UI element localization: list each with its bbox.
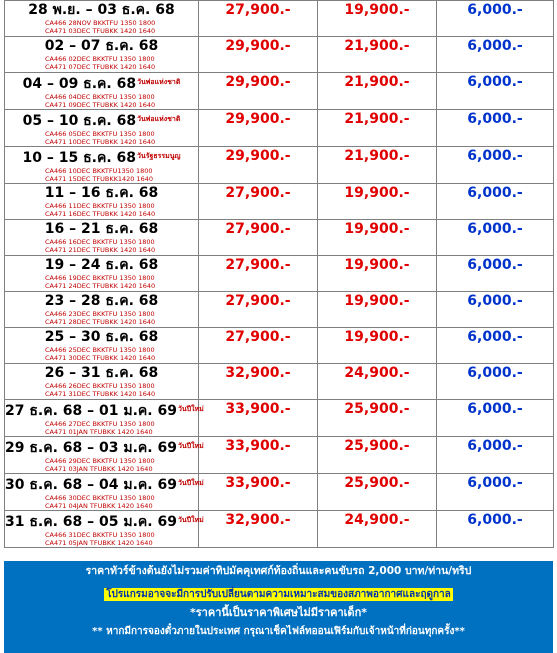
extra-price: 6,000.- xyxy=(437,110,554,147)
single-supplement-price: 21,900.- xyxy=(318,73,437,110)
return-flight: CA471 04JAN TFUBKK 1420 1640 xyxy=(45,502,153,510)
table-row xyxy=(5,184,554,220)
travel-date: 27 ธ.ค. 68 – 01 ม.ค. 69 xyxy=(5,403,177,419)
return-flight: CA471 09DEC TFUBKK 1420 1640 xyxy=(45,101,156,109)
single-supplement-price: 19,900.- xyxy=(318,292,437,328)
outbound-flight: CA466 27DEC BKKTFU 1350 1800 xyxy=(45,420,155,428)
table-row xyxy=(5,328,554,364)
adult-price: 27,900.- xyxy=(199,328,318,364)
return-flight: CA471 21DEC TFUBKK 1420 1640 xyxy=(45,246,156,254)
travel-date-cell xyxy=(5,474,204,511)
extra-price: 6,000.- xyxy=(437,37,554,73)
date-range-line xyxy=(5,111,198,130)
table-row xyxy=(5,511,554,548)
table-row xyxy=(5,474,554,511)
travel-date-cell xyxy=(5,328,199,364)
table-row xyxy=(5,256,554,292)
travel-date: 10 – 15 ธ.ค. 68 xyxy=(22,150,136,166)
table-row xyxy=(5,437,554,474)
travel-date: 23 – 28 ธ.ค. 68 xyxy=(44,293,159,309)
travel-date: 11 – 16 ธ.ค. 68 xyxy=(44,185,159,201)
outbound-flight: CA466 25DEC BKKTFU 1350 1800 xyxy=(45,346,155,354)
travel-date: 05 – 10 ธ.ค. 68 xyxy=(22,113,137,129)
return-flight: CA471 16DEC TFUBKK 1420 1640 xyxy=(45,210,156,218)
date-range-line xyxy=(5,365,198,382)
return-flight: CA471 28DEC TFUBKK 1420 1640 xyxy=(45,318,156,326)
return-flight: CA471 05JAN TFUBKK 1420 1640 xyxy=(45,539,153,547)
travel-date-cell xyxy=(5,437,204,474)
date-range-line xyxy=(5,148,198,167)
extra-price: 6,000.- xyxy=(437,437,554,474)
travel-date: 25 – 30 ธ.ค. 68 xyxy=(44,329,159,345)
holiday-note: วันพ่อแห่งชาติ xyxy=(137,78,181,86)
table-row xyxy=(5,110,554,147)
date-range-line xyxy=(5,512,204,531)
outbound-flight: CA466 11DEC BKKTFU 1350 1800 xyxy=(45,202,155,210)
outbound-flight: CA466 23DEC BKKTFU 1350 1800 xyxy=(45,310,155,318)
date-range-line xyxy=(5,401,204,420)
price-table-body xyxy=(5,1,554,548)
adult-price: 33,900.- xyxy=(199,437,318,474)
extra-price: 6,000.- xyxy=(437,256,554,292)
extra-price: 6,000.- xyxy=(437,400,554,437)
table-row xyxy=(5,147,554,184)
extra-price: 6,000.- xyxy=(437,1,554,37)
extra-price: 6,000.- xyxy=(437,184,554,220)
return-flight: CA471 30DEC TFUBKK 1420 1640 xyxy=(45,354,156,362)
holiday-note: วันปีใหม่ xyxy=(177,442,204,450)
date-range-line xyxy=(5,257,198,274)
extra-price: 6,000.- xyxy=(437,474,554,511)
single-supplement-price: 25,900.- xyxy=(318,474,437,511)
extra-price: 6,000.- xyxy=(437,73,554,110)
return-flight: CA471 03JAN TFUBKK 1420 1640 xyxy=(45,465,153,473)
adult-price: 32,900.- xyxy=(199,511,318,548)
return-flight: CA471 15DEC TFUBKK1420 1640 xyxy=(45,175,154,183)
travel-date-cell xyxy=(5,256,199,292)
holiday-note: วันพ่อแห่งชาติ xyxy=(137,115,181,123)
travel-date-cell xyxy=(5,147,199,184)
holiday-note: วันปีใหม่ xyxy=(177,479,204,487)
single-supplement-price: 21,900.- xyxy=(318,147,437,184)
price-table xyxy=(4,0,554,548)
holiday-note: วันปีใหม่ xyxy=(177,516,204,524)
travel-date: 19 – 24 ธ.ค. 68 xyxy=(44,257,159,273)
date-range-line xyxy=(5,38,198,55)
travel-date: 28 พ.ย. – 03 ธ.ค. 68 xyxy=(28,2,175,18)
outbound-flight: CA466 02DEC BKKTFU 1350 1800 xyxy=(45,55,155,63)
table-row xyxy=(5,292,554,328)
travel-date-cell xyxy=(5,292,199,328)
return-flight: CA471 01JAN TFUBKK 1420 1640 xyxy=(45,428,153,436)
holiday-note: วันปีใหม่ xyxy=(177,405,204,413)
travel-date-cell xyxy=(5,1,199,37)
single-supplement-price: 19,900.- xyxy=(318,256,437,292)
adult-price: 29,900.- xyxy=(199,147,318,184)
outbound-flight: CA466 16DEC BKKTFU 1350 1800 xyxy=(45,238,155,246)
date-range-line xyxy=(5,185,198,202)
return-flight: CA471 10DEC TFUBKK 1420 1640 xyxy=(45,138,156,146)
table-row xyxy=(5,73,554,110)
extra-price: 6,000.- xyxy=(437,147,554,184)
single-supplement-price: 25,900.- xyxy=(318,400,437,437)
footer-domestic-flight-note: ** หากมีการจองตั๋วภายในประเทศ กรุณาเช็คไฟล์ทออนเฟิร์มกับเจ้าหน้าที่ก่อนทุกครั้ง** xyxy=(92,626,465,637)
travel-date: 31 ธ.ค. 68 – 05 ม.ค. 69 xyxy=(5,514,177,530)
travel-date: 30 ธ.ค. 68 – 04 ม.ค. 69 xyxy=(5,477,177,493)
adult-price: 27,900.- xyxy=(199,184,318,220)
travel-date: 29 ธ.ค. 68 – 03 ม.ค. 69 xyxy=(5,440,177,456)
date-range-line xyxy=(5,2,198,19)
table-row xyxy=(5,400,554,437)
return-flight: CA471 24DEC TFUBKK 1420 1640 xyxy=(45,282,156,290)
footer-program-note: โปรแกรมอาจจะมีการปรับเปลี่ยนตามความเหมาะสมของสภาพอากาศและฤดูกาล xyxy=(106,589,451,600)
travel-date-cell xyxy=(5,400,204,437)
footer-tip-note: ราคาทัวร์ข้างต้นยังไม่รวมค่าทิปมัคคุเทศก์ท้องถิ่นและคนขับรถ 2,000 บาท/ท่าน/ทริป xyxy=(85,565,472,577)
travel-date: 26 – 31 ธ.ค. 68 xyxy=(44,365,159,381)
table-row xyxy=(5,37,554,73)
date-range-line xyxy=(5,475,204,494)
adult-price: 27,900.- xyxy=(199,292,318,328)
footer-notes xyxy=(4,561,553,653)
single-supplement-price: 25,900.- xyxy=(318,437,437,474)
travel-date-cell xyxy=(5,110,199,147)
outbound-flight: CA466 31DEC BKKTFU 1350 1800 xyxy=(45,531,155,539)
single-supplement-price: 24,900.- xyxy=(318,511,437,548)
date-range-line xyxy=(5,329,198,346)
travel-date: 04 – 09 ธ.ค. 68 xyxy=(22,76,137,92)
adult-price: 27,900.- xyxy=(199,220,318,256)
travel-date-cell xyxy=(5,220,199,256)
travel-date-cell xyxy=(5,37,199,73)
date-range-line xyxy=(5,438,204,457)
adult-price: 29,900.- xyxy=(199,73,318,110)
extra-price: 6,000.- xyxy=(437,364,554,400)
adult-price: 29,900.- xyxy=(199,110,318,147)
extra-price: 6,000.- xyxy=(437,328,554,364)
return-flight: CA471 07DEC TFUBKK 1420 1640 xyxy=(45,63,156,71)
outbound-flight: CA466 29DEC BKKTFU 1350 1800 xyxy=(45,457,155,465)
outbound-flight: CA466 28NOV BKKTFU 1350 1800 xyxy=(45,19,156,27)
extra-price: 6,000.- xyxy=(437,511,554,548)
single-supplement-price: 21,900.- xyxy=(318,37,437,73)
table-row xyxy=(5,364,554,400)
single-supplement-price: 19,900.- xyxy=(318,1,437,37)
table-row xyxy=(5,1,554,37)
date-range-line xyxy=(5,293,198,310)
adult-price: 32,900.- xyxy=(199,364,318,400)
adult-price: 27,900.- xyxy=(199,256,318,292)
table-row xyxy=(5,220,554,256)
extra-price: 6,000.- xyxy=(437,220,554,256)
adult-price: 27,900.- xyxy=(199,1,318,37)
travel-date-cell xyxy=(5,364,199,400)
outbound-flight: CA466 26DEC BKKTFU 1350 1800 xyxy=(45,382,155,390)
single-supplement-price: 19,900.- xyxy=(318,220,437,256)
footer-special-price-note: *ราคานี้เป็นราคาพิเศษไม่มีราคาเด็ก* xyxy=(190,606,367,619)
adult-price: 33,900.- xyxy=(199,474,318,511)
return-flight: CA471 31DEC TFUBKK 1420 1640 xyxy=(45,390,156,398)
single-supplement-price: 19,900.- xyxy=(318,328,437,364)
travel-date-cell xyxy=(5,511,204,548)
outbound-flight: CA466 10DEC BKKTFU1350 1800 xyxy=(45,167,153,175)
return-flight: CA471 03DEC TFUBKK 1420 1640 xyxy=(45,27,156,35)
travel-date: 16 – 21 ธ.ค. 68 xyxy=(44,221,159,237)
adult-price: 29,900.- xyxy=(199,37,318,73)
holiday-note: วันรัฐธรรมนูญ xyxy=(137,152,181,160)
single-supplement-price: 19,900.- xyxy=(318,184,437,220)
outbound-flight: CA466 04DEC BKKTFU 1350 1800 xyxy=(45,93,155,101)
single-supplement-price: 21,900.- xyxy=(318,110,437,147)
date-range-line xyxy=(5,74,198,93)
adult-price: 33,900.- xyxy=(199,400,318,437)
outbound-flight: CA466 30DEC BKKTFU 1350 1800 xyxy=(45,494,155,502)
outbound-flight: CA466 19DEC BKKTFU 1350 1800 xyxy=(45,274,155,282)
extra-price: 6,000.- xyxy=(437,292,554,328)
travel-date-cell xyxy=(5,184,199,220)
travel-date-cell xyxy=(5,73,199,110)
outbound-flight: CA466 05DEC BKKTFU 1350 1800 xyxy=(45,130,155,138)
date-range-line xyxy=(5,221,198,238)
single-supplement-price: 24,900.- xyxy=(318,364,437,400)
travel-date: 02 – 07 ธ.ค. 68 xyxy=(44,38,159,54)
